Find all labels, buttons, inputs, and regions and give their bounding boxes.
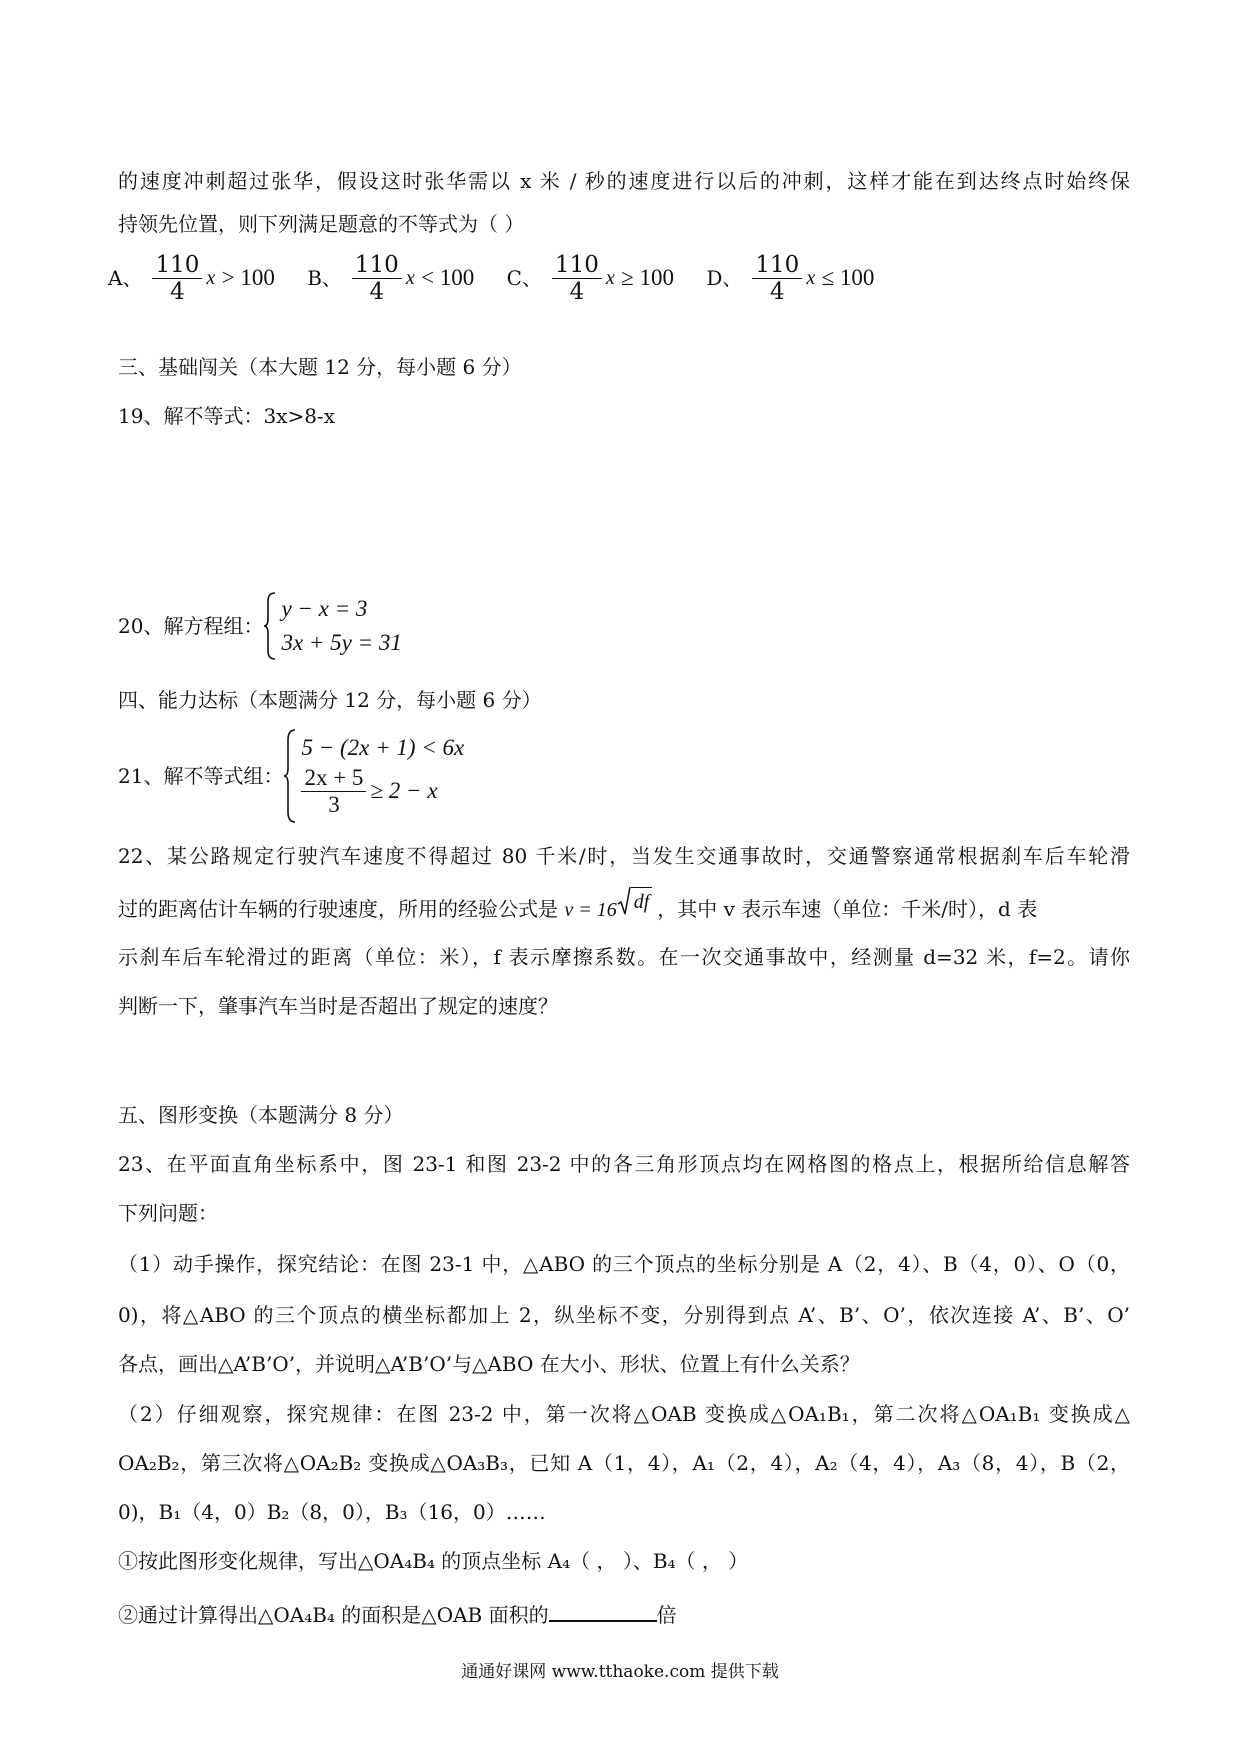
option-d	[706, 250, 874, 306]
q23-sub1: ①按此图形变化规律，写出△OA₄B₄ 的顶点坐标 A₄（ ， ）、B₄（ ， ）	[118, 1549, 749, 1573]
option-a-numerator: 110	[152, 252, 202, 279]
q23-sub2	[118, 1598, 677, 1629]
section-4-heading: 四、能力达标（本题满分 12 分，每小题 6 分）	[118, 688, 542, 712]
option-a-label: A、	[108, 266, 143, 290]
option-a-relation: > 100	[221, 265, 275, 290]
q22-line2-text: 过的距离估计车辆的行驶速度，所用的经验公式是	[118, 897, 558, 921]
option-d-relation: ≤ 100	[821, 265, 875, 290]
option-c-numerator: 110	[552, 252, 602, 279]
option-d-var: x	[806, 267, 816, 289]
q23-part2-line1: （2）仔细观察，探究规律：在图 23-2 中，第一次将△OAB 变换成△OA₁B₁，第二次将△OA₁B₁ 变换成△	[118, 1402, 1130, 1426]
q22-formula-lhs: v = 16	[564, 899, 617, 921]
q23-part1-line2: 0)，将△ABO 的三个顶点的横坐标都加上 2，纵坐标不变，分别得到点 A’、B’、O’，依次连接 A’、B’、O’	[118, 1303, 1130, 1327]
left-brace-icon	[263, 591, 277, 661]
q23-part2-line2: OA₂B₂，第三次将△OA₂B₂ 变换成△OA₃B₃，已知 A（1，4），A₁（2，4），A₂（4，4），A₃（8，4），B（2，	[118, 1451, 1130, 1475]
q19: 19、解不等式：3x>8-x	[118, 404, 335, 428]
option-c	[507, 250, 674, 306]
q20-equation-1: y − x = 3	[281, 596, 368, 621]
q23-line2: 下列问题：	[118, 1201, 218, 1225]
q18-line2: 持领先位置，则下列满足题意的不等式为（ ）	[118, 212, 525, 236]
option-b	[307, 250, 474, 306]
q21-prefix: 21、解不等式组：	[118, 764, 284, 788]
q22-formula	[564, 891, 657, 921]
option-b-numerator: 110	[352, 252, 402, 279]
option-b-relation: < 100	[421, 265, 475, 290]
option-a	[108, 250, 275, 306]
left-brace-icon	[283, 728, 297, 824]
q21-denominator: 3	[328, 791, 340, 817]
option-b-label: B、	[307, 266, 342, 290]
q22-line2-text-after: ，其中 v 表示车速（单位：千米/时），d 表	[657, 897, 1038, 921]
page-footer: 通通好课网 www.tthaoke.com 提供下载	[461, 1662, 779, 1682]
q20-prefix: 20、解方程组：	[118, 614, 264, 638]
option-a-var: x	[206, 267, 216, 289]
square-root-icon	[617, 886, 631, 916]
option-c-denominator: 4	[569, 278, 585, 305]
option-b-var: x	[405, 267, 415, 289]
q18-line1: 的速度冲刺超过张华，假设这时张华需以 x 米 / 秒的速度进行以后的冲刺，这样才能在到达终点时始终保	[118, 169, 1130, 193]
option-d-label: D、	[706, 266, 743, 290]
section-5-heading: 五、图形变换（本题满分 8 分）	[118, 1103, 404, 1127]
q23-part1-line3: 各点，画出△A’B’O’，并说明△A’B’O’与△ABO 在大小、形状、位置上有什么关系？	[118, 1352, 860, 1376]
section-3-heading: 三、基础闯关（本大题 12 分，每小题 6 分）	[118, 355, 522, 379]
q21-relation: ≥ 2 − x	[370, 778, 438, 803]
q22-radicand: df	[631, 887, 653, 916]
q21	[118, 728, 464, 824]
q22-line1: 22、某公路规定行驶汽车速度不得超过 80 千米/时，当发生交通事故时，交通警察通常根据刹车后车轮滑	[118, 844, 1130, 868]
option-c-label: C、	[506, 266, 542, 290]
q21-inequality-1: 5 − (2x + 1) < 6x	[301, 734, 465, 760]
option-a-denominator: 4	[170, 278, 185, 305]
q20-equation-2: 3x + 5y = 31	[281, 630, 402, 655]
q23-part2-line3: 0)，B₁（4，0）B₂（8，0），B₃（16，0）……	[118, 1500, 546, 1524]
option-d-numerator: 110	[752, 252, 802, 279]
q21-numerator: 2x + 5	[301, 765, 366, 792]
q23-part1-line1: （1）动手操作，探究结论：在图 23-1 中，△ABO 的三个顶点的坐标分别是 A（2，4）、B（4，0）、O（0，	[118, 1252, 1130, 1276]
q23-line1: 23、在平面直角坐标系中，图 23-1 和图 23-2 中的各三角形顶点均在网格图的格点上，根据所给信息解答	[118, 1152, 1130, 1176]
q23-sub2-suffix: 倍	[656, 1603, 677, 1627]
option-b-denominator: 4	[369, 278, 385, 305]
q20	[118, 588, 402, 664]
q22-line3: 示刹车后车轮滑过的距离（单位：米），f 表示摩擦系数。在一次交通事故中，经测量 d=32 米，f=2。请你	[118, 945, 1130, 969]
q22-line4: 判断一下，肇事汽车当时是否超出了规定的速度？	[118, 994, 558, 1018]
option-c-relation: ≥ 100	[621, 265, 674, 290]
option-c-var: x	[605, 267, 615, 289]
answer-blank[interactable]	[549, 1598, 657, 1622]
q18-options	[108, 250, 900, 306]
q23-sub2-text: ②通过计算得出△OA₄B₄ 的面积是△OAB 面积的	[118, 1603, 549, 1627]
q22-line2	[118, 886, 1130, 932]
option-d-denominator: 4	[770, 278, 785, 305]
